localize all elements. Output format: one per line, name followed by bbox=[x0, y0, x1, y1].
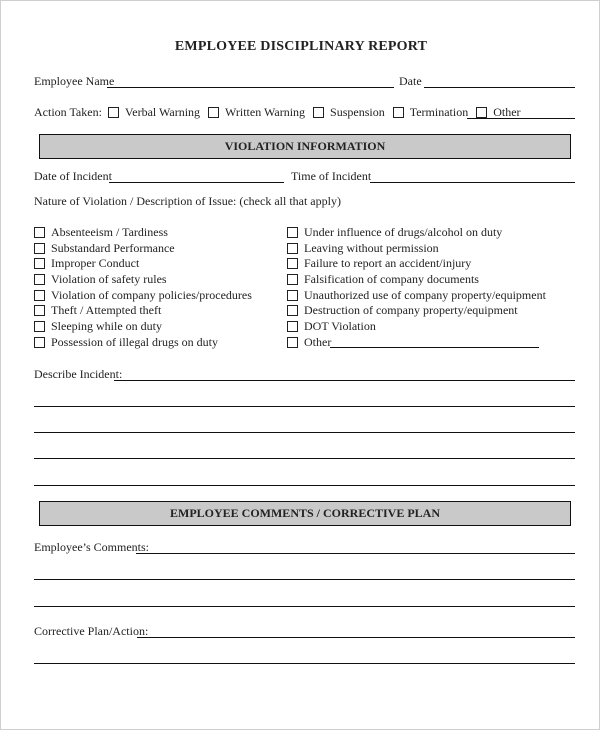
violation-checkbox-safety-rules[interactable]: Violation of safety rules bbox=[34, 272, 167, 287]
describe-incident-line-1[interactable] bbox=[114, 380, 575, 381]
corrective-plan-label: Corrective Plan/Action: bbox=[34, 624, 149, 638]
nature-of-violation-label: Nature of Violation / Description of Issue: (check all that apply) bbox=[34, 194, 341, 208]
comments-section-header: EMPLOYEE COMMENTS / CORRECTIVE PLAN bbox=[39, 501, 571, 526]
action-other-field[interactable] bbox=[467, 118, 575, 119]
violation-checkbox-destruction[interactable]: Destruction of company property/equipment bbox=[287, 303, 518, 318]
checkbox-icon[interactable] bbox=[287, 321, 298, 332]
checkbox-icon[interactable] bbox=[34, 337, 45, 348]
employee-comments-label: Employee’s Comments: bbox=[34, 540, 149, 554]
checkbox-icon[interactable] bbox=[34, 321, 45, 332]
checkbox-icon[interactable] bbox=[287, 274, 298, 285]
checkbox-icon[interactable] bbox=[34, 290, 45, 301]
violation-checkbox-illegal-drugs[interactable]: Possession of illegal drugs on duty bbox=[34, 335, 218, 350]
violation-checkbox-leaving-without-permission[interactable]: Leaving without permission bbox=[287, 241, 439, 256]
violation-checkbox-company-policies[interactable]: Violation of company policies/procedures bbox=[34, 288, 252, 303]
corrective-plan-line-2[interactable] bbox=[34, 663, 575, 664]
date-of-incident-label: Date of Incident bbox=[34, 169, 112, 183]
checkbox-icon[interactable] bbox=[287, 305, 298, 316]
violation-checkbox-unauthorized-use[interactable]: Unauthorized use of company property/equipment bbox=[287, 288, 546, 303]
violation-section-header: VIOLATION INFORMATION bbox=[39, 134, 571, 159]
violation-checkbox-under-influence[interactable]: Under influence of drugs/alcohol on duty bbox=[287, 225, 502, 240]
action-option-verbal-warning[interactable]: Verbal Warning bbox=[108, 105, 200, 120]
checkbox-icon[interactable] bbox=[476, 107, 487, 118]
employee-name-field[interactable] bbox=[107, 87, 394, 88]
describe-incident-line-3[interactable] bbox=[34, 432, 575, 433]
checkbox-icon[interactable] bbox=[393, 107, 404, 118]
describe-incident-line-2[interactable] bbox=[34, 406, 575, 407]
time-of-incident-field[interactable] bbox=[370, 182, 575, 183]
describe-incident-label: Describe Incident: bbox=[34, 367, 123, 381]
violation-checkbox-falsification[interactable]: Falsification of company documents bbox=[287, 272, 479, 287]
action-option-suspension[interactable]: Suspension bbox=[313, 105, 385, 120]
violation-checkbox-dot-violation[interactable]: DOT Violation bbox=[287, 319, 376, 334]
corrective-plan-line-1[interactable] bbox=[137, 637, 575, 638]
violation-checkbox-other[interactable]: Other bbox=[287, 335, 331, 350]
checkbox-icon[interactable] bbox=[34, 227, 45, 238]
checkbox-icon[interactable] bbox=[34, 305, 45, 316]
checkbox-icon[interactable] bbox=[208, 107, 219, 118]
violation-checkbox-sleeping[interactable]: Sleeping while on duty bbox=[34, 319, 162, 334]
describe-incident-line-4[interactable] bbox=[34, 458, 575, 459]
action-option-written-warning[interactable]: Written Warning bbox=[208, 105, 305, 120]
checkbox-icon[interactable] bbox=[287, 290, 298, 301]
violation-checkbox-improper-conduct[interactable]: Improper Conduct bbox=[34, 256, 139, 271]
violation-checkbox-absenteeism[interactable]: Absenteeism / Tardiness bbox=[34, 225, 168, 240]
checkbox-icon[interactable] bbox=[287, 227, 298, 238]
violation-checkbox-failure-to-report[interactable]: Failure to report an accident/injury bbox=[287, 256, 471, 271]
date-label: Date bbox=[399, 74, 422, 88]
checkbox-icon[interactable] bbox=[34, 274, 45, 285]
action-option-other[interactable]: Other bbox=[476, 105, 520, 120]
describe-incident-line-5[interactable] bbox=[34, 485, 575, 486]
action-option-termination[interactable]: Termination bbox=[393, 105, 468, 120]
checkbox-icon[interactable] bbox=[287, 243, 298, 254]
checkbox-icon[interactable] bbox=[34, 258, 45, 269]
employee-comments-line-1[interactable] bbox=[136, 553, 575, 554]
action-taken-label: Action Taken: bbox=[34, 105, 102, 119]
employee-name-label: Employee Name bbox=[34, 74, 115, 88]
checkbox-icon[interactable] bbox=[287, 337, 298, 348]
time-of-incident-label: Time of Incident bbox=[291, 169, 372, 183]
date-field[interactable] bbox=[424, 87, 575, 88]
action-taken-row bbox=[34, 105, 521, 120]
checkbox-icon[interactable] bbox=[313, 107, 324, 118]
violation-other-field[interactable] bbox=[330, 347, 539, 348]
date-of-incident-field[interactable] bbox=[109, 182, 284, 183]
page-title: EMPLOYEE DISCIPLINARY REPORT bbox=[174, 39, 428, 54]
violation-checkbox-theft[interactable]: Theft / Attempted theft bbox=[34, 303, 161, 318]
violation-checkbox-substandard-performance[interactable]: Substandard Performance bbox=[34, 241, 175, 256]
employee-comments-line-2[interactable] bbox=[34, 579, 575, 580]
checkbox-icon[interactable] bbox=[108, 107, 119, 118]
checkbox-icon[interactable] bbox=[34, 243, 45, 254]
employee-comments-line-3[interactable] bbox=[34, 606, 575, 607]
checkbox-icon[interactable] bbox=[287, 258, 298, 269]
